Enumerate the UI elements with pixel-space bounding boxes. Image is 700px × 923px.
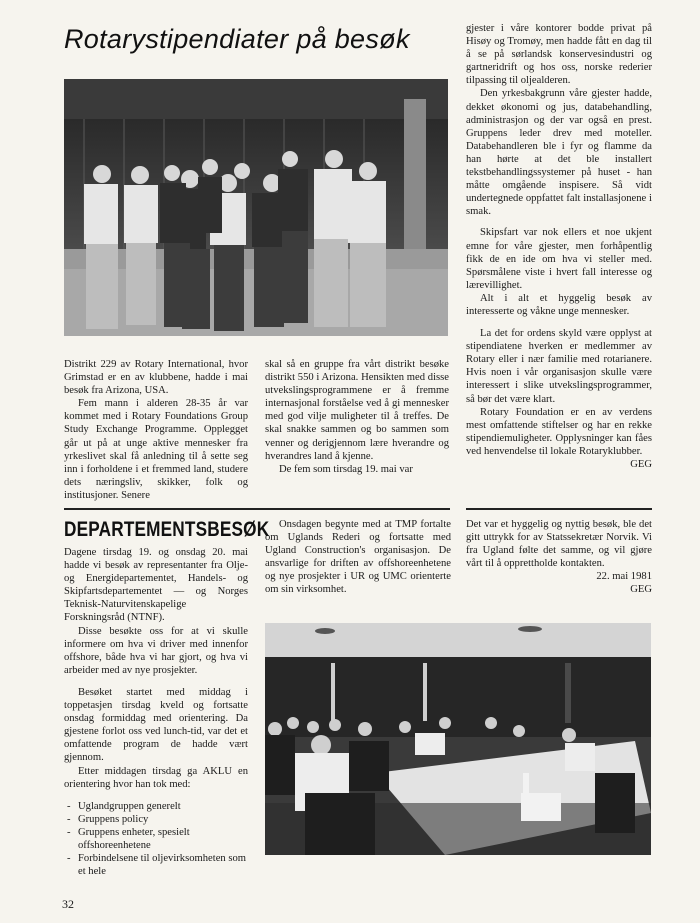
article1-column-3 xyxy=(466,22,652,471)
paragraph: Besøket startet med middag i toppetasjen tirsdag kveld og fortsatte onsdag formiddag med orientering. Da gjestene forlot oss ved lunch-tid, var det et omfattende program de hadde vært gjennom. xyxy=(64,686,248,764)
article2-column-3 xyxy=(466,518,652,597)
paragraph: Etter middagen tirsdag ga AKLU en orientering hvor han tok med: xyxy=(64,765,248,790)
section-divider xyxy=(64,508,450,510)
page-number: 32 xyxy=(62,897,74,911)
paragraph: Onsdagen begynte med at TMP fortalte om Uglands Rederi og fortsatte med Ugland Construction's organisasjon. De ansvarlige for driften av offshoreenhetene og nye prosjekter i UR og UMC orienterte om sin virksomhet. xyxy=(265,519,451,596)
paragraph: La det for ordens skyld være opplyst at stipendiatene hverken er medlemmer av Rotary eller i nær familie med rotarianere. Hvis noen i vår organisasjon skulle være interessert i slike utvekslingsprogrammer, så bør det være klart. xyxy=(466,328,652,405)
paragraph: Alt i alt et hyggelig besøk av interesserte og våkne unge mennesker. xyxy=(466,292,652,317)
article-title: Rotarystipendiater på besøk xyxy=(64,24,410,54)
paragraph: De fem som tirsdag 19. mai var xyxy=(279,463,413,475)
list-item: - Gruppens policy xyxy=(64,813,248,826)
paragraph: gjester i våre kontorer bodde privat på Hisøy og Tromøy, men hadde fått en dag til å se på sørlandsk konservesindustri og gartneridrift og hos oss, norske rederier tilpassing til oljealderen. xyxy=(466,23,652,87)
article1-column-2 xyxy=(265,358,449,476)
paragraph: Disse besøkte oss for at vi skulle informere om hva vi driver med innenfor offshore, både hva vi har gjort, og hva vi arbeider med av nye prosjekter. xyxy=(64,625,248,676)
list-item: - Forbindelsene til oljevirksomheten som et hele xyxy=(64,852,248,878)
article2-column-2 xyxy=(265,518,451,597)
paragraph: Den yrkesbakgrunn våre gjester hadde, dekket økonomi og jus, databehandling, administrasjon og der var også en prest. Gruppens leder drev med moteller. Databehandleren ble i fyr og flamme da han hørte at det ble installert tekstbehandlingssystemer på huset - han måtte omgående inspisere. Så vidt undertegnede oppfattet falt installasjonene i smak. xyxy=(466,88,652,218)
meeting-photo xyxy=(265,623,651,855)
article1-column-1 xyxy=(64,358,248,502)
bullet-list xyxy=(64,800,248,879)
paragraph: Det var et hyggelig og nyttig besøk, ble det gitt uttrykk for av Statssekretær Norvik. Vi fra Ugland følte det samme, og vil gjøre vårt til å opprettholde kontakten. xyxy=(466,519,652,570)
paragraph: Fem mann i alderen 28-35 år var kommet med i Rotary Foundations Group Study Exchange Programme. Opplegget går ut på at unge aktive mennesker fra yrkeslivet skal få anledning til å sette seg inn i forholdene i et fremmed land, studere dets næringsliv, skikker, folk og institusjoner. Senere xyxy=(64,398,248,501)
group-photo xyxy=(64,79,448,336)
paragraph: skal så en gruppe fra vårt distrikt besøke distrikt 550 i Arizona. Hensikten med disse utvekslingsprogrammene er å fremme internasjonal forståelse ved å gi mennesker med god vilje muligheter til å treffes. De skal snakke sammen og bo sammen som venner og derigjennom lære hverandre og hverandres land å kjenne. xyxy=(265,359,449,462)
list-item: - Gruppens enheter, spesielt offshoreenhetene xyxy=(64,826,248,852)
article-title: DEPARTEMENTSBESØK xyxy=(64,518,270,541)
article2-column-1 xyxy=(64,546,248,878)
paragraph: Distrikt 229 av Rotary International, hvor Grimstad er en av klubbene, hadde i mai besøk fra Arizona, USA. xyxy=(64,359,248,397)
paragraph: Skipsfart var nok ellers et noe ukjent emne for våre gjester, men forhåpentlig fikk de en ide om hva vi steller med. Spørsmålene viste i hvert fall interesse og lærevillighet. xyxy=(466,227,652,291)
section-divider xyxy=(466,508,652,510)
dateline: 22. mai 1981 xyxy=(596,571,652,583)
list-item: - Uglandgruppen generelt xyxy=(64,800,248,813)
signature: GEG xyxy=(630,459,652,470)
paragraph: Rotary Foundation er en av verdens mest omfattende stiftelser og har en rekke stipendiemuligheter. Opplysninger kan fåes ved henvendelse til lokale Rotaryklubber. xyxy=(466,406,652,457)
signature: GEG xyxy=(630,584,652,596)
paragraph: Dagene tirsdag 19. og onsdag 20. mai hadde vi besøk av representanter fra Olje- og Energidepartementet, Handels- og Skipfartsdepartementet — og Norges Teknisk-Naturvitenskapelige Forskningsråd (NTNF). xyxy=(64,547,248,624)
